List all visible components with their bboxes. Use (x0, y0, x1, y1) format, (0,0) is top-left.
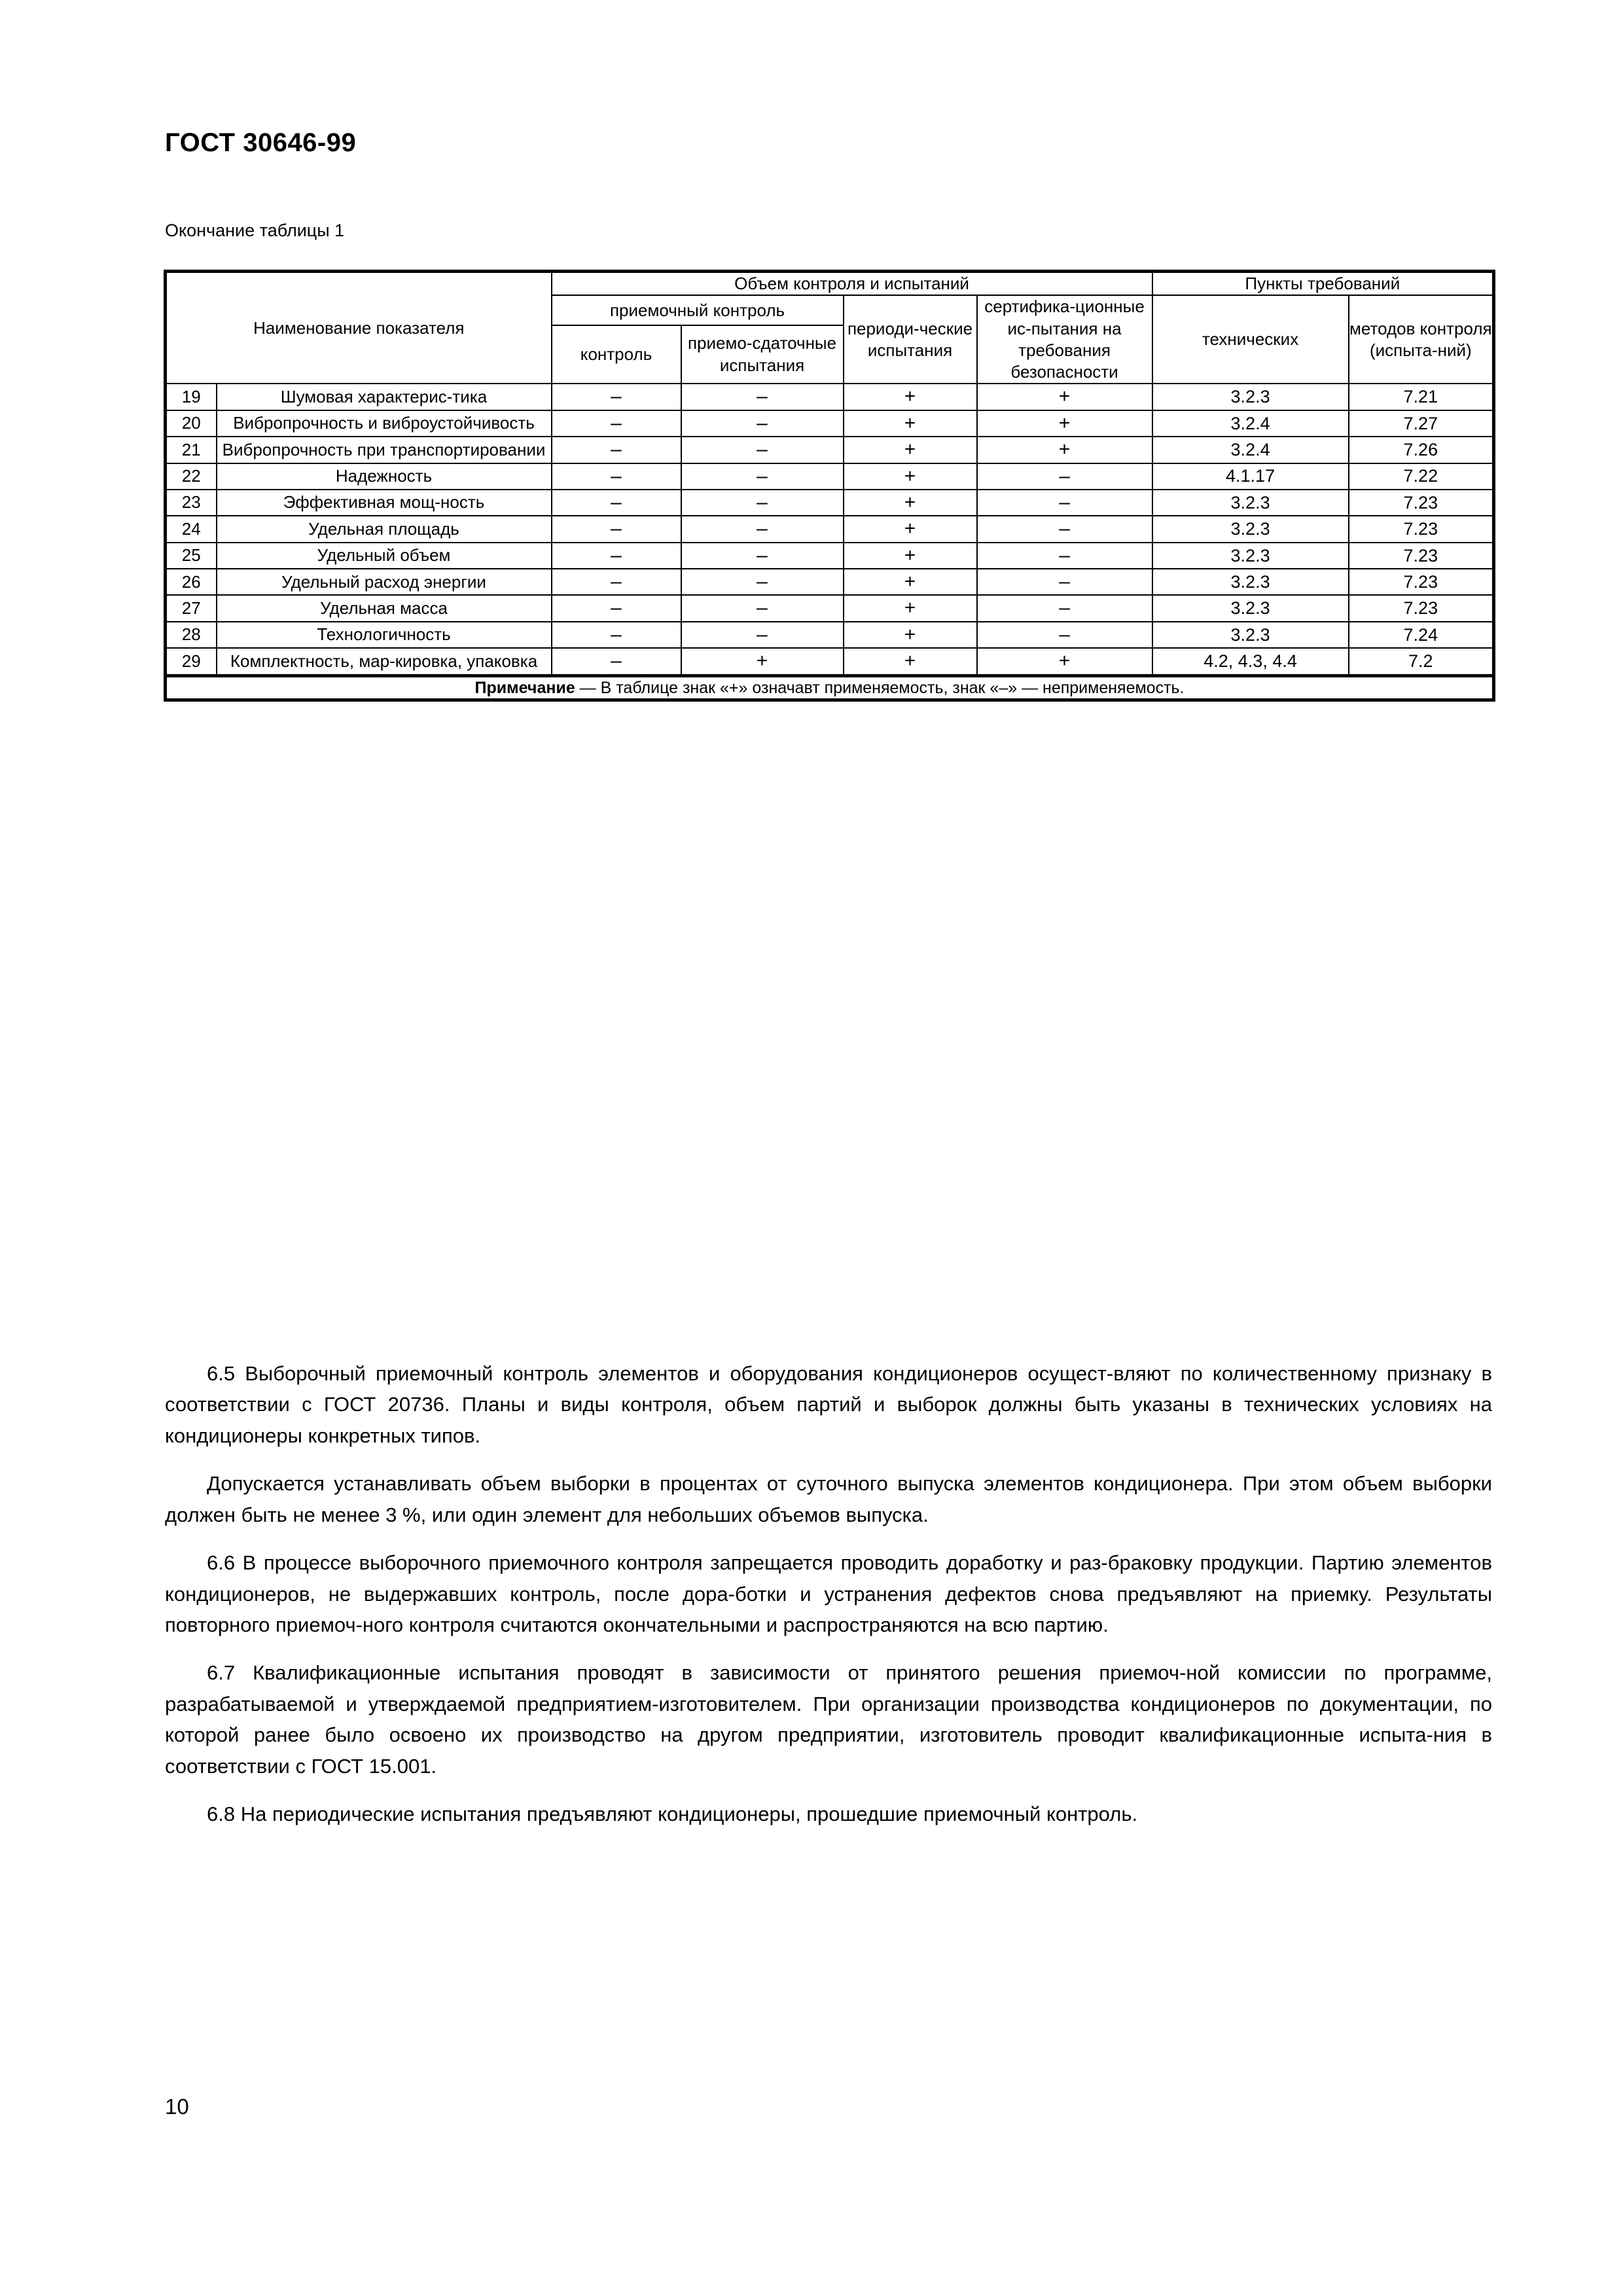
cell-periodic: + (844, 437, 977, 463)
note-text: — В таблице знак «+» означавт применяемость, знак «–» — неприменяемость. (575, 678, 1185, 697)
cell-technical: 3.2.3 (1152, 595, 1349, 621)
cell-technical: 3.2.3 (1152, 569, 1349, 595)
header-certification: сертифика-ционные ис-пытания на требования безопасности (977, 295, 1152, 384)
cell-acceptance_delivery: – (681, 384, 844, 410)
cell-periodic: + (844, 463, 977, 490)
cell-methods: 7.24 (1349, 622, 1494, 648)
cell-certification: + (977, 384, 1152, 410)
cell-num: 26 (166, 569, 217, 595)
cell-methods: 7.22 (1349, 463, 1494, 490)
header-points-group: Пункты требований (1152, 272, 1494, 296)
cell-acceptance_delivery: – (681, 437, 844, 463)
table-row (166, 437, 1494, 463)
cell-technical: 3.2.3 (1152, 490, 1349, 516)
table-row (166, 463, 1494, 490)
cell-num: 23 (166, 490, 217, 516)
cell-methods: 7.23 (1349, 595, 1494, 621)
requirements-table (164, 270, 1495, 702)
cell-periodic: + (844, 595, 977, 621)
cell-control: – (552, 595, 681, 621)
cell-periodic: + (844, 490, 977, 516)
cell-methods: 7.2 (1349, 648, 1494, 675)
cell-acceptance_delivery: – (681, 569, 844, 595)
cell-periodic: + (844, 569, 977, 595)
cell-methods: 7.21 (1349, 384, 1494, 410)
cell-certification: – (977, 516, 1152, 542)
table-row (166, 622, 1494, 648)
cell-name: Удельный объем (217, 543, 552, 569)
header-volume-group: Объем контроля и испытаний (552, 272, 1152, 296)
cell-technical: 3.2.4 (1152, 410, 1349, 437)
cell-acceptance_delivery: – (681, 595, 844, 621)
cell-acceptance_delivery: – (681, 410, 844, 437)
cell-certification: + (977, 437, 1152, 463)
cell-name: Шумовая характерис-тика (217, 384, 552, 410)
cell-num: 27 (166, 595, 217, 621)
cell-technical: 3.2.4 (1152, 437, 1349, 463)
cell-acceptance_delivery: – (681, 543, 844, 569)
table-note (166, 675, 1494, 700)
cell-certification: – (977, 543, 1152, 569)
cell-methods: 7.27 (1349, 410, 1494, 437)
header-periodic: периоди-ческие испытания (844, 295, 977, 384)
table-row (166, 384, 1494, 410)
cell-methods: 7.23 (1349, 543, 1494, 569)
cell-periodic: + (844, 622, 977, 648)
cell-acceptance_delivery: – (681, 516, 844, 542)
cell-name: Комплектность, мар-кировка, упаковка (217, 648, 552, 675)
table-header-row-1 (166, 272, 1494, 296)
cell-acceptance_delivery: + (681, 648, 844, 675)
cell-num: 19 (166, 384, 217, 410)
cell-control: – (552, 437, 681, 463)
cell-num: 22 (166, 463, 217, 490)
cell-name: Удельная площадь (217, 516, 552, 542)
cell-technical: 4.1.17 (1152, 463, 1349, 490)
cell-certification: – (977, 622, 1152, 648)
table-note-row (166, 675, 1494, 700)
note-label: Примечание (474, 678, 575, 697)
table-note-section (166, 675, 1494, 700)
table-row (166, 543, 1494, 569)
header-name-column: Наименование показателя (166, 272, 552, 384)
standard-number-header: ГОСТ 30646-99 (165, 128, 357, 157)
cell-periodic: + (844, 543, 977, 569)
cell-num: 20 (166, 410, 217, 437)
cell-num: 28 (166, 622, 217, 648)
table-row (166, 569, 1494, 595)
cell-periodic: + (844, 648, 977, 675)
cell-technical: 4.2, 4.3, 4.4 (1152, 648, 1349, 675)
paragraph: 6.6 В процессе выборочного приемочного контроля запрещается проводить доработку и раз-браковку продукции. Партию элементов кондиционеров, не выдержавших контроль, после дора-ботки и устранения дефектов снова предъявляют на приемку. Результаты повторного приемоч-ного контроля считаются окончательными и распространяются на всю партию. (165, 1551, 1492, 1636)
table-row (166, 648, 1494, 675)
cell-certification: – (977, 490, 1152, 516)
cell-control: – (552, 622, 681, 648)
table-container (164, 270, 1492, 702)
paragraph: 6.7 Квалификационные испытания проводят в зависимости от принятого решения приемоч-ной комиссии по программе, разрабатываемой и утверждаемой предприятием-изготовителем. При организации производства кондиционеров по документации, по которой ранее было освоено их производство на другом предприятии, изготовитель проводит квалификационные испыта-ния в соответствии с ГОСТ 15.001. (165, 1661, 1492, 1778)
cell-num: 21 (166, 437, 217, 463)
cell-methods: 7.26 (1349, 437, 1494, 463)
header-technical: технических (1152, 295, 1349, 384)
table-body (166, 384, 1494, 675)
cell-acceptance_delivery: – (681, 622, 844, 648)
cell-num: 29 (166, 648, 217, 675)
cell-technical: 3.2.3 (1152, 543, 1349, 569)
cell-name: Эффективная мощ-ность (217, 490, 552, 516)
header-acceptance-group: приемочный контроль (552, 295, 844, 325)
table-caption: Окончание таблицы 1 (165, 221, 345, 240)
cell-control: – (552, 490, 681, 516)
cell-num: 24 (166, 516, 217, 542)
page-number: 10 (165, 2094, 189, 2119)
cell-name: Технологичность (217, 622, 552, 648)
cell-control: – (552, 410, 681, 437)
cell-certification: + (977, 648, 1152, 675)
cell-control: – (552, 543, 681, 569)
body-text (165, 1358, 1492, 1829)
cell-control: – (552, 569, 681, 595)
paragraph: 6.8 На периодические испытания предъявляют кондиционеры, прошедшие приемочный контроль. (207, 1803, 1138, 1826)
table-row (166, 516, 1494, 542)
cell-methods: 7.23 (1349, 516, 1494, 542)
cell-certification: + (977, 410, 1152, 437)
cell-methods: 7.23 (1349, 490, 1494, 516)
table-row (166, 490, 1494, 516)
cell-control: – (552, 516, 681, 542)
table-row (166, 410, 1494, 437)
cell-name: Удельный расход энергии (217, 569, 552, 595)
cell-num: 25 (166, 543, 217, 569)
header-control: контроль (552, 325, 681, 384)
cell-technical: 3.2.3 (1152, 516, 1349, 542)
cell-control: – (552, 648, 681, 675)
cell-certification: – (977, 463, 1152, 490)
header-methods: методов контроля (испыта-ний) (1349, 295, 1494, 384)
cell-technical: 3.2.3 (1152, 384, 1349, 410)
cell-periodic: + (844, 516, 977, 542)
table-row (166, 595, 1494, 621)
cell-certification: – (977, 595, 1152, 621)
cell-methods: 7.23 (1349, 569, 1494, 595)
paragraph: Допускается устанавливать объем выборки в процентах от суточного выпуска элементов кондиционера. При этом объем выборки должен быть не менее 3 %, или один элемент для небольших объемов выпуска. (165, 1472, 1492, 1526)
cell-acceptance_delivery: – (681, 490, 844, 516)
paragraph: 6.5 Выборочный приемочный контроль элементов и оборудования кондиционеров осущест-вляют по количественному признаку в соответствии с ГОСТ 20736. Планы и виды контроля, объем партий и выборок должны быть указаны в технических условиях на кондиционеры конкретных типов. (165, 1362, 1492, 1447)
cell-name: Вибропрочность при транспортировании (217, 437, 552, 463)
cell-name: Вибропрочность и виброустойчивость (217, 410, 552, 437)
cell-technical: 3.2.3 (1152, 622, 1349, 648)
cell-name: Надежность (217, 463, 552, 490)
cell-control: – (552, 384, 681, 410)
cell-control: – (552, 463, 681, 490)
cell-certification: – (977, 569, 1152, 595)
cell-periodic: + (844, 384, 977, 410)
header-acceptance-delivery: приемо-сдаточные испытания (681, 325, 844, 384)
cell-acceptance_delivery: – (681, 463, 844, 490)
cell-periodic: + (844, 410, 977, 437)
cell-name: Удельная масса (217, 595, 552, 621)
